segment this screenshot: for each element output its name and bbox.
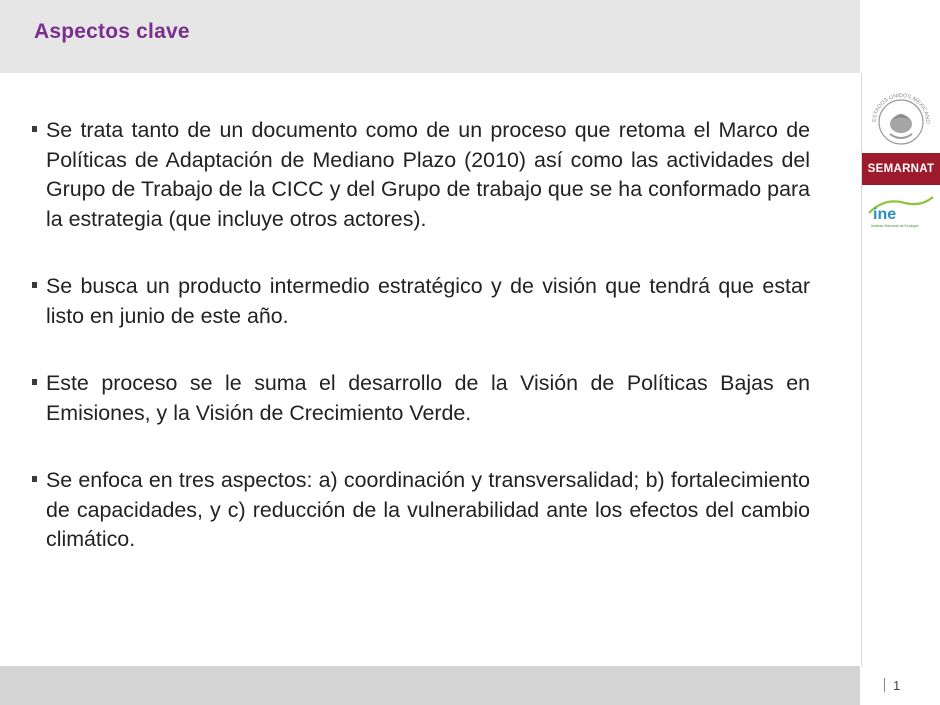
bullet-text: Se enfoca en tres aspectos: a) coordinación y transversalidad; b) fortalecimiento de capacidades, y c) reducción de la vulnerabilidad ante los efectos del cambio climático.	[46, 468, 810, 551]
bullet-text: Se trata tanto de un documento como de un proceso que retoma el Marco de Políticas de Adaptación de Mediano Plazo (2010) así como las actividades del Grupo de Trabajo de la CICC y del Grupo de trabajo que se ha conformado para la estrategia (que incluye otros actores).	[46, 118, 810, 231]
bullet-item	[32, 272, 810, 331]
bullet-square-icon	[32, 476, 37, 482]
header-band	[0, 0, 860, 73]
ine-subtitle: Instituto Nacional de Ecología	[871, 224, 919, 228]
semarnat-logo: SEMARNAT	[862, 153, 940, 185]
bullet-item	[32, 116, 810, 234]
bullet-square-icon	[32, 126, 37, 132]
mexico-seal-logo	[866, 82, 936, 150]
bullet-list	[32, 116, 810, 593]
page-number-divider	[884, 678, 885, 692]
bullet-item	[32, 466, 810, 555]
ine-logo	[865, 189, 937, 229]
bullet-square-icon	[32, 379, 37, 385]
footer-band	[0, 666, 860, 705]
bullet-item	[32, 369, 810, 428]
bullet-text: Este proceso se le suma el desarrollo de la Visión de Políticas Bajas en Emisiones, y la Visión de Crecimiento Verde.	[46, 371, 810, 425]
seal-text: ESTADOS UNIDOS MEXICANO	[871, 93, 931, 124]
page-number	[884, 678, 900, 693]
bullet-square-icon	[32, 282, 37, 288]
page-number-text: 1	[893, 678, 901, 693]
bullet-text: Se busca un producto intermedio estratégico y de visión que tendrá que estar listo en junio de este año.	[46, 274, 810, 328]
slide-title: Aspectos clave	[34, 20, 190, 43]
ine-wordmark: ine	[873, 206, 897, 223]
